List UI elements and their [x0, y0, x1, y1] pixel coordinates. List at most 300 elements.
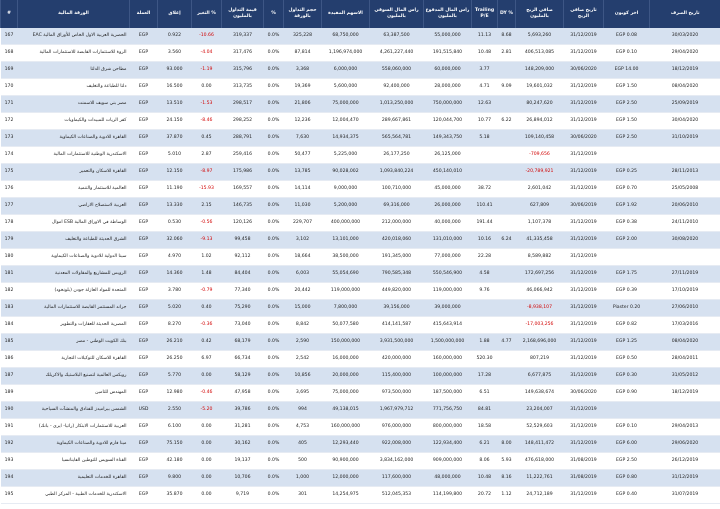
cell-profit-date: 31/12/2019	[564, 45, 604, 62]
cell-payout-date: 25/05/2008	[650, 181, 720, 198]
table-row[interactable]	[1, 79, 720, 96]
table-row[interactable]	[1, 385, 720, 402]
cell-dy	[498, 351, 516, 368]
cell-shares: 38,500,000	[322, 249, 370, 266]
table-row[interactable]	[1, 487, 720, 504]
header-dy[interactable]: DY %	[498, 0, 516, 28]
cell-volume: 3,368	[284, 62, 322, 79]
header-close[interactable]: إغلاق	[158, 0, 192, 28]
cell-name[interactable]: اموال ESB الوساطة في الاوراق المالية	[18, 215, 130, 232]
cell-coupon: EGP 2.00	[604, 232, 650, 249]
cell-currency: EGP	[130, 351, 158, 368]
cell-change: 0.40	[192, 300, 222, 317]
cell-net-profit: 19,601,032	[516, 79, 564, 96]
cell-profit-date: 30/06/2020	[564, 62, 604, 79]
cell-net-profit: 6,677,875	[516, 368, 564, 385]
cell-currency: EGP	[130, 266, 158, 283]
cell-dy	[498, 164, 516, 181]
cell-close: 11.190	[158, 181, 192, 198]
cell-shares: 13,101,000	[322, 232, 370, 249]
cell-net-profit: 627,809	[516, 198, 564, 215]
table-row[interactable]	[1, 164, 720, 181]
cell-shares: 14,934,375	[322, 130, 370, 147]
cell-volume: 3,102	[284, 232, 322, 249]
cell-payout-date	[650, 147, 720, 164]
cell-change: -4.04	[192, 45, 222, 62]
cell-close: 0.530	[158, 215, 192, 232]
cell-shares: 5,225,000	[322, 147, 370, 164]
cell-payout-date: 17/03/2016	[650, 317, 720, 334]
cell-market-cap: 73,040	[222, 317, 264, 334]
header-coupon[interactable]: اخر كوبون	[604, 0, 650, 28]
cell-paid-capital: 191,515,840	[424, 45, 472, 62]
cell-pct: 0.0%	[264, 300, 284, 317]
cell-market-value: 3,834,162,000	[370, 453, 424, 470]
header-change[interactable]: التغير %	[192, 0, 222, 28]
cell-market-value: 414,141,587	[370, 317, 424, 334]
cell-net-profit: 26,894,012	[516, 113, 564, 130]
cell-market-value: 1,013,250,000	[370, 96, 424, 113]
cell-payout-date: 25/09/2019	[650, 96, 720, 113]
cell-dy	[498, 147, 516, 164]
cell-market-cap: 315,796	[222, 62, 264, 79]
cell-market-value: 3,931,500,000	[370, 334, 424, 351]
cell-name[interactable]: المصرية الحديثة للعقارات والتطوير	[18, 317, 130, 334]
cell-name[interactable]: القاهرة للاسكان والتعمير	[18, 164, 130, 181]
cell-shares: 119,000,000	[322, 283, 370, 300]
cell-rank: 184	[1, 317, 18, 334]
header-rank[interactable]: #	[1, 0, 18, 28]
table-row[interactable]	[1, 62, 720, 79]
cell-shares: 14,254,975	[322, 487, 370, 504]
cell-paid-capital: 909,000,000	[424, 453, 472, 470]
cell-rank: 182	[1, 283, 18, 300]
table-row[interactable]	[1, 402, 720, 419]
cell-payout-date: 24/11/2010	[650, 215, 720, 232]
header-market-value[interactable]: راس المال السوقي بالمليون	[370, 0, 424, 28]
cell-coupon: EGP 0.50	[604, 351, 650, 368]
table-row[interactable]	[1, 147, 720, 164]
cell-coupon: EGP 0.70	[604, 181, 650, 198]
cell-dy	[498, 181, 516, 198]
cell-net-profit: -709,656	[516, 147, 564, 164]
cell-pe: 11.13	[472, 28, 498, 45]
cell-pct: 0.0%	[264, 351, 284, 368]
cell-currency: EGP	[130, 300, 158, 317]
cell-shares: 6,000,000	[322, 62, 370, 79]
cell-shares: 75,000,000	[322, 385, 370, 402]
cell-market-value: 565,564,781	[370, 130, 424, 147]
cell-close: 0.922	[158, 28, 192, 45]
cell-coupon: EGP 1.50	[604, 113, 650, 130]
cell-rank: 176	[1, 181, 18, 198]
cell-paid-capital: 45,000,000	[424, 181, 472, 198]
cell-name[interactable]: العربية للاستثمارات الابتكار (راتيا- ايري - بانك)	[18, 419, 130, 436]
table-row[interactable]	[1, 215, 720, 232]
cell-name[interactable]: الشمس بيراميدز للفنادق والمنشآت السياحية	[18, 402, 130, 419]
cell-paid-capital: 1,500,000,000	[424, 334, 472, 351]
cell-dy	[498, 300, 516, 317]
cell-volume: 10,856	[284, 368, 322, 385]
cell-pct: 0.0%	[264, 436, 284, 453]
cell-pct: 0.0%	[264, 62, 284, 79]
cell-coupon: EGP 6.00	[604, 436, 650, 453]
cell-volume: 50,477	[284, 147, 322, 164]
cell-coupon	[604, 402, 650, 419]
header-pe[interactable]: Trailing P/E	[472, 0, 498, 28]
cell-name[interactable]: القاهرة للاسكان للتوكيلات التجارية	[18, 351, 130, 368]
cell-dy	[498, 317, 516, 334]
cell-name[interactable]: العربية لاستصلاح الاراضي	[18, 198, 130, 215]
cell-name[interactable]: العالمية للاستثمار والتنمية	[18, 181, 130, 198]
cell-shares: 9,000,000	[322, 181, 370, 198]
cell-name[interactable]: المتحدة للمواد العازلة جودن (بلونخود)	[18, 283, 130, 300]
cell-pct: 0.0%	[264, 215, 284, 232]
cell-change: -9.13	[192, 232, 222, 249]
table-row[interactable]	[1, 419, 720, 436]
cell-name[interactable]: الاسكندرية الوطنية للاستثمارات المالية	[18, 147, 130, 164]
cell-dy: 8.00	[498, 436, 516, 453]
table-row[interactable]	[1, 470, 720, 487]
cell-rank: 178	[1, 215, 18, 232]
table-row[interactable]	[1, 45, 720, 62]
cell-currency: EGP	[130, 436, 158, 453]
cell-name[interactable]: EAC الحصرية العربية الاول الخاص للأوراق المالية	[18, 28, 130, 45]
table-row[interactable]	[1, 351, 720, 368]
cell-pct: 0.0%	[264, 368, 284, 385]
cell-pct: 0.0%	[264, 232, 284, 249]
cell-name[interactable]: القناة السويس للتوطين الفاينانسيا	[18, 453, 130, 470]
cell-pct: 0.0%	[264, 181, 284, 198]
cell-change: 0.42	[192, 334, 222, 351]
cell-currency: EGP	[130, 470, 158, 487]
cell-market-cap: 30,162	[222, 436, 264, 453]
cell-pct: 0.0%	[264, 266, 284, 283]
table-row[interactable]	[1, 181, 720, 198]
cell-net-profit: -17,003,256	[516, 317, 564, 334]
cell-shares: 68,750,000	[322, 28, 370, 45]
cell-pe: 17.28	[472, 368, 498, 385]
cell-volume: 6,003	[284, 266, 322, 283]
cell-paid-capital: 750,000,000	[424, 96, 472, 113]
cell-pct: 0.0%	[264, 385, 284, 402]
cell-profit-date: 31/12/2019	[564, 164, 604, 181]
cell-market-cap: 68,179	[222, 334, 264, 351]
cell-close: 13.330	[158, 198, 192, 215]
cell-shares: 16,000,000	[322, 351, 370, 368]
cell-change: 0.00	[192, 487, 222, 504]
cell-name[interactable]: الاسكندرية للخدمات الطبية - المركز الطبي	[18, 487, 130, 504]
cell-pe: 10.48	[472, 45, 498, 62]
cell-currency: EGP	[130, 487, 158, 504]
cell-payout-date: 08/04/2020	[650, 79, 720, 96]
cell-paid-capital: 160,000,000	[424, 351, 472, 368]
cell-paid-capital: 187,500,000	[424, 385, 472, 402]
cell-name[interactable]: سينا الدولية للادوية والصناعات الكيماوية	[18, 249, 130, 266]
cell-change: -5.20	[192, 402, 222, 419]
cell-coupon: EGP 0.40	[604, 487, 650, 504]
table-row[interactable]	[1, 453, 720, 470]
cell-profit-date: 31/08/2019	[564, 453, 604, 470]
cell-rank: 189	[1, 385, 18, 402]
cell-volume: 18,664	[284, 249, 322, 266]
cell-market-cap: 99,458	[222, 232, 264, 249]
cell-market-value: 558,060,000	[370, 62, 424, 79]
cell-market-value: 1,093,840,224	[370, 164, 424, 181]
cell-volume: 1,000	[284, 470, 322, 487]
header-market-cap[interactable]: قيمة التداول بالمليون	[222, 0, 264, 28]
table-row[interactable]	[1, 232, 720, 249]
cell-market-value: 973,500,000	[370, 385, 424, 402]
cell-pct: 0.0%	[264, 317, 284, 334]
cell-coupon: EGP 0.25	[604, 164, 650, 181]
cell-change: -8.97	[192, 164, 222, 181]
header-profit-date[interactable]: تاريخ صافي الربح	[564, 0, 604, 28]
cell-close: 3.780	[158, 283, 192, 300]
cell-net-profit: 149,638,674	[516, 385, 564, 402]
cell-payout-date: 30/03/2020	[650, 28, 720, 45]
header-paid-capital[interactable]: راس المال المدفوع بالمليون	[424, 0, 472, 28]
cell-rank: 170	[1, 79, 18, 96]
cell-close: 26.250	[158, 351, 192, 368]
cell-name[interactable]: دلتا للطباعة والتغليف	[18, 79, 130, 96]
cell-currency: EGP	[130, 198, 158, 215]
cell-paid-capital: 55,000,000	[424, 28, 472, 45]
cell-pe: 4.58	[472, 266, 498, 283]
cell-market-value: 4,261,227,440	[370, 45, 424, 62]
header-net-profit[interactable]: صافي الربح بالمليون	[516, 0, 564, 28]
table-row[interactable]	[1, 300, 720, 317]
cell-net-profit: 8,589,882	[516, 249, 564, 266]
cell-change: 2.15	[192, 198, 222, 215]
table-row[interactable]	[1, 317, 720, 334]
cell-currency: EGP	[130, 385, 158, 402]
cell-paid-capital: 122,934,400	[424, 436, 472, 453]
cell-market-value: 69,316,000	[370, 198, 424, 215]
cell-change: 2.87	[192, 147, 222, 164]
cell-pe: 12.63	[472, 96, 498, 113]
header-pct[interactable]: %	[264, 0, 284, 28]
header-payout-date[interactable]: تاريخ الصرف	[650, 0, 720, 28]
cell-change: 0.00	[192, 470, 222, 487]
cell-change: -10.66	[192, 28, 222, 45]
cell-change: -0.46	[192, 385, 222, 402]
cell-rank: 192	[1, 436, 18, 453]
cell-market-cap: 259,416	[222, 147, 264, 164]
cell-pct: 0.0%	[264, 487, 284, 504]
cell-rank: 172	[1, 113, 18, 130]
cell-dy	[498, 215, 516, 232]
cell-paid-capital: 120,044,700	[424, 113, 472, 130]
cell-paid-capital: 26,000,000	[424, 198, 472, 215]
cell-pct: 0.0%	[264, 419, 284, 436]
cell-close: 37.870	[158, 130, 192, 147]
cell-net-profit: 476,618,000	[516, 453, 564, 470]
cell-close: 16.500	[158, 79, 192, 96]
cell-volume: 325,228	[284, 28, 322, 45]
cell-currency: EGP	[130, 249, 158, 266]
table-row[interactable]	[1, 334, 720, 351]
cell-currency: EGP	[130, 79, 158, 96]
cell-currency: EGP	[130, 419, 158, 436]
table-row[interactable]	[1, 266, 720, 283]
cell-payout-date: 31/12/2019	[650, 470, 720, 487]
cell-coupon: EGP 0.80	[604, 470, 650, 487]
cell-shares: 12,000,000	[322, 470, 370, 487]
cell-coupon: EGP 0.08	[604, 28, 650, 45]
cell-payout-date: 08/04/2020	[650, 334, 720, 351]
table-row[interactable]	[1, 96, 720, 113]
cell-change: 1.48	[192, 266, 222, 283]
cell-coupon: EGP 2.50	[604, 453, 650, 470]
cell-market-value: 420,000,000	[370, 351, 424, 368]
cell-net-profit: 2,601,042	[516, 181, 564, 198]
cell-market-cap: 317,476	[222, 45, 264, 62]
table-row[interactable]	[1, 198, 720, 215]
cell-net-profit: 52,529,603	[516, 419, 564, 436]
cell-pe: 18.58	[472, 419, 498, 436]
cell-name[interactable]: بنك الكويت الوطني - مصر	[18, 334, 130, 351]
cell-volume: 405	[284, 436, 322, 453]
cell-shares: 50,077,580	[322, 317, 370, 334]
table-row[interactable]	[1, 283, 720, 300]
cell-profit-date: 31/12/2019	[564, 334, 604, 351]
cell-market-value: 63,387,500	[370, 28, 424, 45]
cell-profit-date: 31/12/2019	[564, 368, 604, 385]
table-row[interactable]	[1, 130, 720, 147]
header-shares[interactable]: الاسهم المقيدة	[322, 0, 370, 28]
cell-coupon: EGP 1.92	[604, 198, 650, 215]
cell-market-value: 922,008,000	[370, 436, 424, 453]
cell-volume: 3,695	[284, 385, 322, 402]
cell-currency: EGP	[130, 368, 158, 385]
cell-volume: 15,000	[284, 300, 322, 317]
cell-close: 5.770	[158, 368, 192, 385]
cell-market-value: 289,667,861	[370, 113, 424, 130]
cell-pct: 0.0%	[264, 470, 284, 487]
cell-dy: 2.81	[498, 45, 516, 62]
cell-pe: 84.81	[472, 402, 498, 419]
cell-market-value: 1,967,979,712	[370, 402, 424, 419]
cell-coupon: EGP 0.10	[604, 45, 650, 62]
cell-paid-capital: 450,140,010	[424, 164, 472, 181]
cell-market-value: 512,045,353	[370, 487, 424, 504]
cell-rank: 190	[1, 402, 18, 419]
cell-market-cap: 84,404	[222, 266, 264, 283]
cell-profit-date: 31/12/2019	[564, 300, 604, 317]
cell-market-value: 115,400,000	[370, 368, 424, 385]
cell-rank: 169	[1, 62, 18, 79]
cell-market-cap: 175,986	[222, 164, 264, 181]
cell-change: 0.00	[192, 419, 222, 436]
cell-coupon: EGP 14.00	[604, 62, 650, 79]
cell-change: -0.79	[192, 283, 222, 300]
cell-shares: 12,293,440	[322, 436, 370, 453]
cell-profit-date: 30/06/2020	[564, 385, 604, 402]
cell-close: 12.980	[158, 385, 192, 402]
cell-payout-date: 28/04/2011	[650, 351, 720, 368]
cell-paid-capital: 60,000,000	[424, 62, 472, 79]
cell-pct: 0.0%	[264, 113, 284, 130]
table-row[interactable]	[1, 113, 720, 130]
cell-name[interactable]: القاهرة للادوية والصناعات الكيماوية	[18, 130, 130, 147]
cell-profit-date: 31/12/2019	[564, 215, 604, 232]
cell-profit-date: 31/12/2019	[564, 317, 604, 334]
cell-market-cap: 9,719	[222, 487, 264, 504]
cell-net-profit: 109,140,458	[516, 130, 564, 147]
header-name[interactable]: الورقة المالية	[18, 0, 130, 28]
cell-close: 5.020	[158, 300, 192, 317]
cell-name[interactable]: جراند المستثمر القابضة للاستثمارات المالية	[18, 300, 130, 317]
cell-market-cap: 39,786	[222, 402, 264, 419]
cell-name[interactable]: مصر بني سويف للاسمنت	[18, 96, 130, 113]
cell-volume: 20,442	[284, 283, 322, 300]
cell-name[interactable]: المهندس للتامين	[18, 385, 130, 402]
cell-name[interactable]: روبكس العالمية لتصنيع البلاستيك والاكريلك	[18, 368, 130, 385]
cell-rank: 173	[1, 130, 18, 147]
cell-close: 93.000	[158, 62, 192, 79]
cell-profit-date: 31/12/2019	[564, 266, 604, 283]
table-row[interactable]	[1, 436, 720, 453]
header-currency[interactable]: العملة	[130, 0, 158, 28]
cell-payout-date: 29/06/2020	[650, 436, 720, 453]
cell-name[interactable]: الرويس للمشاريع والمقاولات المعدنية	[18, 266, 130, 283]
cell-dy: 4.77	[498, 334, 516, 351]
cell-market-value: 449,820,000	[370, 283, 424, 300]
cell-close: 12.150	[158, 164, 192, 181]
cell-market-value: 790,585,348	[370, 266, 424, 283]
cell-market-cap: 298,252	[222, 113, 264, 130]
cell-name[interactable]: القاهرة للخدمات التعليمية	[18, 470, 130, 487]
header-volume[interactable]: حجم التداول بالورقة	[284, 0, 322, 28]
cell-payout-date: 31/10/2019	[650, 130, 720, 147]
cell-pct: 0.0%	[264, 453, 284, 470]
table-row[interactable]	[1, 28, 720, 45]
cell-pe: 20.72	[472, 487, 498, 504]
cell-profit-date: 30/06/2019	[564, 198, 604, 215]
cell-market-value: 92,400,000	[370, 79, 424, 96]
cell-name[interactable]: الروة للاستثمارات القابضة للاستثمارات المالية	[18, 45, 130, 62]
cell-change: -0.56	[192, 215, 222, 232]
table-row[interactable]	[1, 249, 720, 266]
cell-currency: USD	[130, 402, 158, 419]
cell-market-cap: 66,734	[222, 351, 264, 368]
cell-volume: 229,707	[284, 215, 322, 232]
cell-market-value: 39,156,000	[370, 300, 424, 317]
cell-rank: 174	[1, 147, 18, 164]
cell-dy	[498, 368, 516, 385]
cell-name[interactable]: كفر الزيات للمبيدات والكيماويات	[18, 113, 130, 130]
cell-net-profit: 807,219	[516, 351, 564, 368]
cell-change: 0.00	[192, 436, 222, 453]
cell-market-cap: 58,129	[222, 368, 264, 385]
cell-net-profit: -8,938,107	[516, 300, 564, 317]
cell-name[interactable]: مطاحن شرق الدلتا	[18, 62, 130, 79]
cell-pct: 0.0%	[264, 130, 284, 147]
cell-close: 26.210	[158, 334, 192, 351]
cell-pe: 9.76	[472, 283, 498, 300]
cell-profit-date: 31/12/2019	[564, 79, 604, 96]
cell-payout-date: 29/04/2013	[650, 419, 720, 436]
cell-name[interactable]: مينا فارم للادوية والصناعات الكيماوية	[18, 436, 130, 453]
cell-coupon: EGP 0.90	[604, 385, 650, 402]
table-row[interactable]	[1, 368, 720, 385]
cell-profit-date: 31/12/2019	[564, 283, 604, 300]
cell-name[interactable]: الشرق الحديثة للطباعة والتغليف	[18, 232, 130, 249]
cell-currency: EGP	[130, 334, 158, 351]
cell-rank: 179	[1, 232, 18, 249]
cell-pe: 6.51	[472, 385, 498, 402]
